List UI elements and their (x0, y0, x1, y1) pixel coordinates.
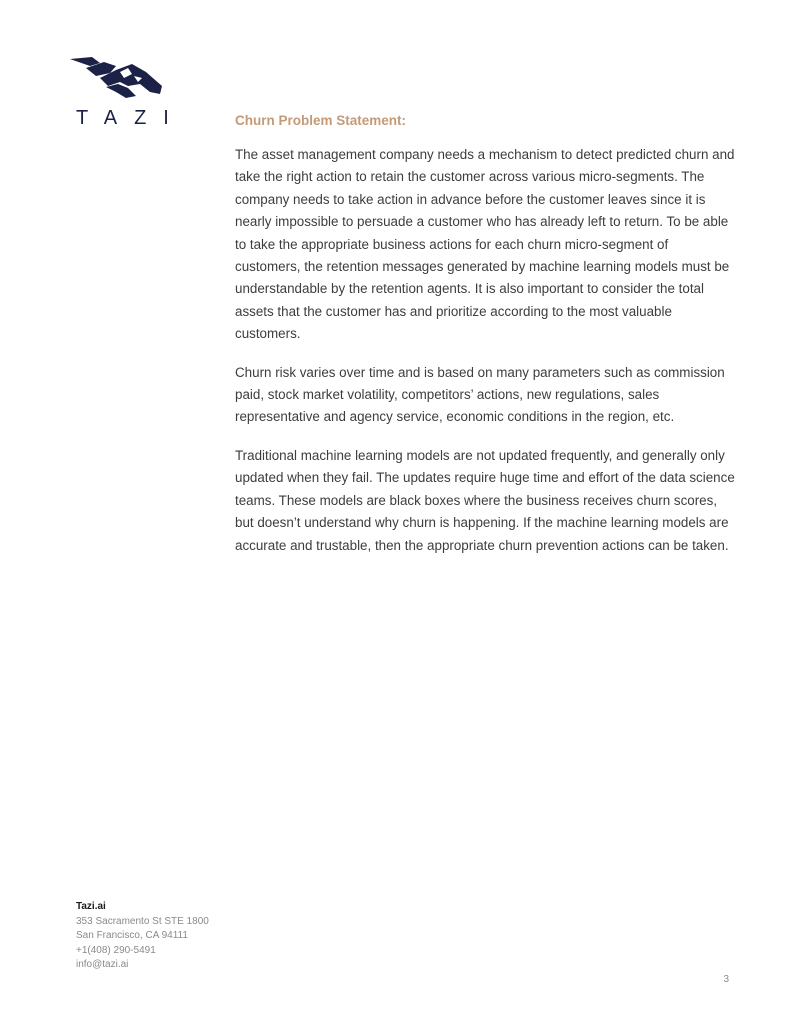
brand-wordmark: TAZI (76, 107, 186, 129)
paragraph-3: Traditional machine learning models are not updated frequently, and generally only updated when they fail. The updates require huge time and effort of the data science teams. These models are black boxes where the business receives churn scores, but doesn’t understand why churn is happening. If the machine learning models are accurate and trustable, then the appropriate churn prevention actions can be taken. (235, 447, 735, 553)
paragraph-2: Churn risk varies over time and is based on many parameters such as commission paid, stock market volatility, competitors’ actions, new regulations, sales representative and agency service, economic conditions in the region, etc. (235, 364, 725, 425)
footer-address-line2: San Francisco, CA 94111 (76, 930, 188, 942)
page-number: 3 (723, 974, 729, 985)
footer-phone: +1(408) 290-5491 (76, 944, 156, 956)
section-heading: Churn Problem Statement: (235, 113, 407, 128)
footer-contact (76, 900, 209, 973)
footer-address-line1: 353 Sacramento St STE 1800 (76, 915, 209, 927)
wolf-logo-icon (70, 56, 164, 100)
main-content (235, 112, 735, 573)
footer-email: info@tazi.ai (76, 959, 129, 971)
footer-company: Tazi.ai (76, 901, 106, 912)
paragraph-1: The asset management company needs a mechanism to detect predicted churn and take the right action to retain the customer across various micro-segments. The company needs to take action in advance before the customer leaves since it is nearly impossible to persuade a customer who has already left to return. To be able to take the appropriate business actions for each churn micro-segment of customers, the retention messages generated by machine learning models must be understandable by the retention agents. It is also important to consider the total assets that the customer has and prioritize according to the most valuable customers. (235, 147, 735, 342)
tazi-logo (70, 56, 186, 132)
